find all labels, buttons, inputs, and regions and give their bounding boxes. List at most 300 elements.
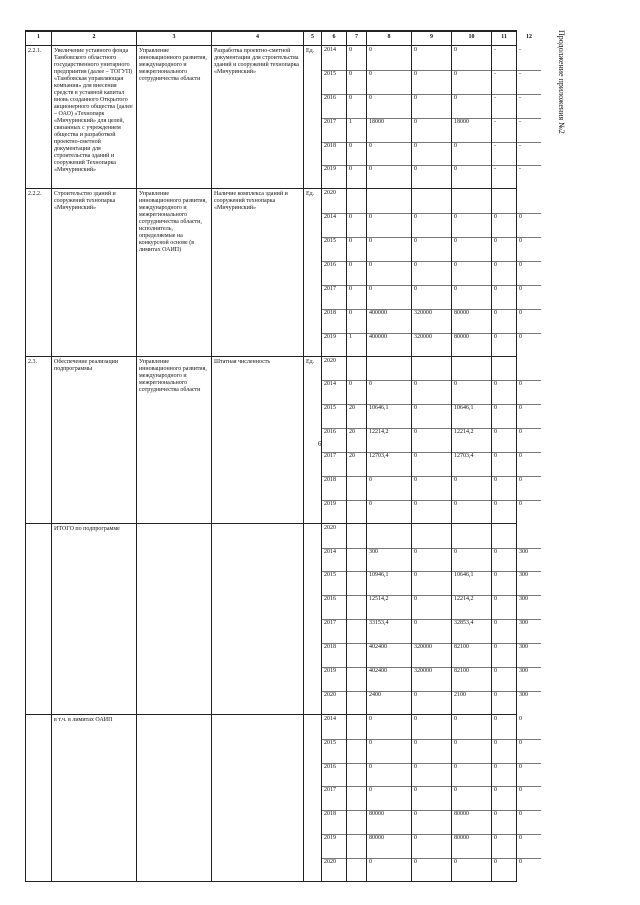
table-cell: 2019 xyxy=(324,668,336,675)
table-cell: 0 xyxy=(519,381,522,388)
table-cell: 0 xyxy=(414,47,417,53)
executor-text: Управление инновационного развития, международного и межрегионального сотрудничества области xyxy=(136,357,211,524)
row-divider xyxy=(452,571,491,572)
table-cell: 0 xyxy=(454,142,457,149)
row-divider xyxy=(517,834,541,835)
table-cell: - xyxy=(494,47,496,53)
table-cell: 0 xyxy=(349,166,352,173)
row-divider xyxy=(367,404,411,405)
table-cell: 12703,4 xyxy=(369,453,389,460)
table-cell: 320000 xyxy=(414,668,432,675)
row-divider xyxy=(412,476,451,477)
table-cell: 0 xyxy=(349,214,352,221)
row-divider xyxy=(517,476,541,477)
section-id: 2.3. xyxy=(28,358,37,365)
table-cell: 0 xyxy=(494,405,497,412)
row-divider xyxy=(517,428,541,429)
table-cell: 0 xyxy=(414,70,417,77)
row-divider xyxy=(322,619,346,620)
row-divider xyxy=(412,858,451,859)
table-cell: 0 xyxy=(349,70,352,77)
table-cell: 32853,4 xyxy=(454,620,474,627)
table-cell: 0 xyxy=(519,811,522,818)
table-cell: 0 xyxy=(369,500,372,507)
table-cell: - xyxy=(519,94,521,101)
row-divider xyxy=(492,452,516,453)
row-divider xyxy=(517,571,541,572)
table-cell: 2016 xyxy=(324,261,336,268)
row-divider xyxy=(347,571,366,572)
row-divider xyxy=(322,476,346,477)
table-cell: 300 xyxy=(519,596,528,603)
row-divider xyxy=(517,213,541,214)
row-divider xyxy=(517,94,541,95)
row-divider xyxy=(322,595,346,596)
row-divider xyxy=(492,667,516,668)
table-cell: 2020 xyxy=(324,524,336,531)
table-cell: 300 xyxy=(519,668,528,675)
row-divider xyxy=(492,571,516,572)
row-divider xyxy=(412,261,451,262)
row-divider xyxy=(322,237,346,238)
row-divider xyxy=(492,213,516,214)
row-divider xyxy=(517,452,541,453)
column-number: 2 xyxy=(51,32,136,46)
table-cell: 0 xyxy=(454,476,457,483)
table-cell: 0 xyxy=(454,548,457,555)
row-divider xyxy=(347,70,366,71)
value-column xyxy=(451,715,491,882)
table-cell: 20 xyxy=(349,405,355,412)
table-cell: 2017 xyxy=(324,285,336,292)
indicator-text: Разработка проектно-сметной документации для строительства зданий и сооружений технопарка «Мичуринский» xyxy=(211,46,303,189)
table-cell: 80000 xyxy=(369,811,384,818)
row-divider xyxy=(452,739,491,740)
table-cell: 18000 xyxy=(369,118,384,125)
table-cell: 82100 xyxy=(454,668,469,675)
row-divider xyxy=(452,404,491,405)
value-column xyxy=(321,715,346,882)
table-cell: 0 xyxy=(494,285,497,292)
table-section xyxy=(26,45,521,189)
value-column xyxy=(491,357,516,524)
activity-text: Увеличение уставного фонда Тамбовского областного государственного унитарного предприятия (далее – ТОГУП) «Тамбовская управляющая компания» для внесения средств в уставной капитал вновь созданного Открытого акционерного общества (далее – ОАО) «Технопарк «Мичуринский» для целей, связанных с учреждением общества и разработкой проектно-сметной документации для строительства зданий и сооружений Технопарка «Мичуринский» xyxy=(51,46,136,189)
table-cell: 0 xyxy=(349,381,352,388)
row-divider xyxy=(322,285,346,286)
table-cell: 18000 xyxy=(454,118,469,125)
row-divider xyxy=(517,333,541,334)
row-divider xyxy=(367,667,411,668)
value-column xyxy=(411,524,451,715)
row-divider xyxy=(517,309,541,310)
row-divider xyxy=(347,452,366,453)
row-divider xyxy=(367,261,411,262)
row-divider xyxy=(452,261,491,262)
column-number: 4 xyxy=(211,32,303,46)
row-divider xyxy=(412,213,451,214)
value-column xyxy=(516,357,541,524)
table-cell: 0 xyxy=(494,453,497,460)
table-cell: - xyxy=(494,166,496,173)
row-divider xyxy=(412,309,451,310)
table-cell: 0 xyxy=(519,476,522,483)
row-divider xyxy=(452,70,491,71)
table-cell: 0 xyxy=(454,739,457,746)
table-cell: 0 xyxy=(519,429,522,436)
row-divider xyxy=(452,476,491,477)
column-number: 3 xyxy=(136,32,211,46)
table-cell: 0 xyxy=(454,381,457,388)
table-cell: 0 xyxy=(369,381,372,388)
row-divider xyxy=(367,118,411,119)
row-divider xyxy=(412,619,451,620)
activity-text: ИТОГО по подпрограмме xyxy=(51,524,136,715)
table-cell: 0 xyxy=(369,859,372,866)
row-divider xyxy=(492,380,516,381)
table-cell: 300 xyxy=(519,644,528,651)
row-divider xyxy=(492,118,516,119)
row-divider xyxy=(412,380,451,381)
row-divider xyxy=(492,763,516,764)
table-cell: 2018 xyxy=(324,811,336,818)
table-cell: 0 xyxy=(414,261,417,268)
row-divider xyxy=(367,739,411,740)
value-column xyxy=(491,46,516,189)
row-divider xyxy=(412,452,451,453)
column-number: 12 xyxy=(516,32,541,46)
table-cell: 0 xyxy=(494,381,497,388)
table-cell: 0 xyxy=(369,285,372,292)
row-divider xyxy=(347,763,366,764)
unit-text: Ед. xyxy=(303,189,321,356)
row-divider xyxy=(412,404,451,405)
table-cell: 0 xyxy=(519,238,522,245)
table-cell: 2014 xyxy=(324,214,336,221)
row-divider xyxy=(347,213,366,214)
table-cell: 0 xyxy=(369,94,372,101)
row-divider xyxy=(412,500,451,501)
value-column xyxy=(366,715,411,882)
row-divider xyxy=(347,834,366,835)
unit-text xyxy=(303,715,321,882)
table-cell: - xyxy=(494,142,496,149)
table-cell: 82100 xyxy=(454,644,469,651)
row-divider xyxy=(517,118,541,119)
table-cell: 402400 xyxy=(369,644,387,651)
row-divider xyxy=(322,118,346,119)
table-cell: 2019 xyxy=(324,835,336,842)
continuation-note: Продолжение приложения №2 xyxy=(557,30,566,134)
row-divider xyxy=(322,500,346,501)
activity-text: Обеспечение реализации подпрограммы xyxy=(51,357,136,524)
table-cell: 320000 xyxy=(414,333,432,340)
row-divider xyxy=(347,858,366,859)
table-section xyxy=(26,188,522,356)
table-cell: 2016 xyxy=(324,94,336,101)
row-divider xyxy=(322,142,346,143)
row-divider xyxy=(517,261,541,262)
indicator-text: Штатная численность xyxy=(211,357,303,524)
row-divider xyxy=(367,94,411,95)
table-cell: 12214,2 xyxy=(454,596,474,603)
table-cell: 0 xyxy=(369,47,372,53)
row-divider xyxy=(367,452,411,453)
value-column xyxy=(346,715,366,882)
row-divider xyxy=(452,452,491,453)
row-divider xyxy=(492,500,516,501)
table-cell: 0 xyxy=(454,500,457,507)
table-cell: 0 xyxy=(454,285,457,292)
row-divider xyxy=(452,619,491,620)
table-cell: 0 xyxy=(414,620,417,627)
row-divider xyxy=(412,94,451,95)
table-cell: 0 xyxy=(349,285,352,292)
row-divider xyxy=(452,548,491,549)
table-cell: 0 xyxy=(519,261,522,268)
value-column xyxy=(411,715,451,882)
row-divider xyxy=(322,380,346,381)
row-divider xyxy=(322,786,346,787)
value-column xyxy=(411,357,451,524)
row-divider xyxy=(452,213,491,214)
table-cell: 10646,1 xyxy=(369,405,389,412)
row-divider xyxy=(412,667,451,668)
table-cell: 2019 xyxy=(324,166,336,173)
row-divider xyxy=(347,643,366,644)
table-cell: - xyxy=(519,166,521,173)
column-number: 8 xyxy=(366,32,411,46)
page-number: 6 xyxy=(318,440,322,448)
column-number: 1 xyxy=(37,34,40,40)
table-cell: 0 xyxy=(454,166,457,173)
table-cell: 0 xyxy=(414,238,417,245)
table-cell: 0 xyxy=(454,763,457,770)
table-cell: 0 xyxy=(454,94,457,101)
table-cell: 0 xyxy=(519,214,522,221)
table-cell: 0 xyxy=(414,739,417,746)
row-divider xyxy=(367,500,411,501)
table-cell: 0 xyxy=(519,739,522,746)
table-cell: 2018 xyxy=(324,476,336,483)
table-cell: 0 xyxy=(494,476,497,483)
row-divider xyxy=(452,285,491,286)
row-divider xyxy=(452,691,491,692)
table-cell: 0 xyxy=(349,142,352,149)
table-cell: 2020 xyxy=(324,190,336,197)
table-cell: 0 xyxy=(494,500,497,507)
table-cell: 0 xyxy=(414,118,417,125)
row-divider xyxy=(412,237,451,238)
row-divider xyxy=(412,333,451,334)
row-divider xyxy=(347,237,366,238)
table-cell: 2019 xyxy=(324,500,336,507)
table-cell: 0 xyxy=(494,214,497,221)
section-id xyxy=(26,715,51,882)
row-divider xyxy=(492,643,516,644)
row-divider xyxy=(367,333,411,334)
value-column xyxy=(346,524,366,715)
table-cell: 320000 xyxy=(414,644,432,651)
table-cell: 2016 xyxy=(324,429,336,436)
table-cell: 0 xyxy=(454,238,457,245)
row-divider xyxy=(367,142,411,143)
table-cell: 80000 xyxy=(369,835,384,842)
row-divider xyxy=(517,858,541,859)
table-cell: 2015 xyxy=(324,572,336,579)
row-divider xyxy=(517,165,541,166)
row-divider xyxy=(492,476,516,477)
row-divider xyxy=(322,94,346,95)
row-divider xyxy=(412,595,451,596)
value-column xyxy=(366,189,411,356)
row-divider xyxy=(367,380,411,381)
row-divider xyxy=(517,643,541,644)
table-cell: 0 xyxy=(519,835,522,842)
table-cell: 20 xyxy=(349,429,355,436)
row-divider xyxy=(367,285,411,286)
row-divider xyxy=(347,476,366,477)
table-cell: 0 xyxy=(414,166,417,173)
table-cell: 0 xyxy=(519,333,522,340)
row-divider xyxy=(367,619,411,620)
value-column xyxy=(491,189,516,356)
row-divider xyxy=(517,810,541,811)
table-cell: 0 xyxy=(494,859,497,866)
row-divider xyxy=(452,333,491,334)
table-cell: 80000 xyxy=(454,309,469,316)
table-cell: 0 xyxy=(454,859,457,866)
row-divider xyxy=(492,142,516,143)
table-cell: 2015 xyxy=(324,70,336,77)
table-cell: 0 xyxy=(369,476,372,483)
table-cell: 0 xyxy=(414,381,417,388)
row-divider xyxy=(452,142,491,143)
table-cell: 0 xyxy=(414,835,417,842)
table-cell: 80000 xyxy=(454,333,469,340)
row-divider xyxy=(367,476,411,477)
table-cell: 0 xyxy=(494,548,497,555)
row-divider xyxy=(452,858,491,859)
row-divider xyxy=(492,70,516,71)
value-column xyxy=(516,715,541,882)
table-cell: 0 xyxy=(349,261,352,268)
table-cell: 0 xyxy=(454,214,457,221)
row-divider xyxy=(322,548,346,549)
row-divider xyxy=(517,548,541,549)
value-column xyxy=(366,357,411,524)
row-divider xyxy=(492,309,516,310)
table-cell: 0 xyxy=(494,309,497,316)
table-cell: 0 xyxy=(369,261,372,268)
row-divider xyxy=(412,428,451,429)
row-divider xyxy=(322,643,346,644)
table-cell: 2014 xyxy=(324,715,336,722)
table-cell: 300 xyxy=(519,620,528,627)
table-cell: 2017 xyxy=(324,453,336,460)
row-divider xyxy=(452,786,491,787)
table-cell: - xyxy=(519,118,521,125)
table-cell: 2014 xyxy=(324,47,336,53)
value-column xyxy=(321,357,346,524)
indicator-text: Наличие комплекса зданий и сооружений технопарка «Мичуринский» xyxy=(211,189,303,356)
table-cell: 0 xyxy=(494,715,497,722)
row-divider xyxy=(367,595,411,596)
row-divider xyxy=(517,763,541,764)
table-cell: 0 xyxy=(414,429,417,436)
row-divider xyxy=(347,285,366,286)
row-divider xyxy=(322,452,346,453)
value-column xyxy=(491,524,516,715)
row-divider xyxy=(517,70,541,71)
row-divider xyxy=(492,261,516,262)
row-divider xyxy=(322,428,346,429)
table-cell: 0 xyxy=(414,811,417,818)
row-divider xyxy=(347,333,366,334)
row-divider xyxy=(322,763,346,764)
row-divider xyxy=(347,380,366,381)
table-cell: 0 xyxy=(414,476,417,483)
value-column xyxy=(451,46,491,189)
table-cell: 10946,1 xyxy=(369,572,389,579)
row-divider xyxy=(347,548,366,549)
table-cell: 0 xyxy=(369,739,372,746)
table-cell: 0 xyxy=(519,453,522,460)
table-cell: 0 xyxy=(494,691,497,698)
row-divider xyxy=(322,810,346,811)
table-cell: 0 xyxy=(494,763,497,770)
table-section xyxy=(26,523,528,715)
table-cell: 2018 xyxy=(324,644,336,651)
table-cell: 0 xyxy=(414,859,417,866)
row-divider xyxy=(412,548,451,549)
row-divider xyxy=(367,834,411,835)
table-cell: 10646,1 xyxy=(454,572,474,579)
table-cell: 400000 xyxy=(369,309,387,316)
row-divider xyxy=(492,404,516,405)
table-cell: 0 xyxy=(454,787,457,794)
value-column xyxy=(516,46,541,189)
section-id xyxy=(26,524,51,715)
row-divider xyxy=(322,333,346,334)
table-cell: 2018 xyxy=(324,309,336,316)
row-divider xyxy=(347,500,366,501)
table-cell: 2015 xyxy=(324,739,336,746)
table-cell: 80000 xyxy=(454,835,469,842)
row-divider xyxy=(367,428,411,429)
table-cell: 0 xyxy=(414,405,417,412)
table-cell: 0 xyxy=(519,309,522,316)
activity-text: в т.ч. в лимитах ОАИП xyxy=(51,715,136,882)
value-column xyxy=(321,524,346,715)
value-column xyxy=(451,189,491,356)
row-divider xyxy=(492,548,516,549)
unit-text: Ед. xyxy=(303,46,321,189)
table-cell: 0 xyxy=(349,47,352,53)
row-divider xyxy=(452,595,491,596)
table-cell: 0 xyxy=(494,739,497,746)
row-divider xyxy=(492,691,516,692)
unit-text: Ед. xyxy=(303,357,321,524)
row-divider xyxy=(322,165,346,166)
value-column xyxy=(321,46,346,189)
row-divider xyxy=(412,165,451,166)
row-divider xyxy=(347,667,366,668)
row-divider xyxy=(492,333,516,334)
row-divider xyxy=(347,309,366,310)
value-column xyxy=(366,524,411,715)
row-divider xyxy=(367,165,411,166)
table-cell: - xyxy=(519,70,521,77)
